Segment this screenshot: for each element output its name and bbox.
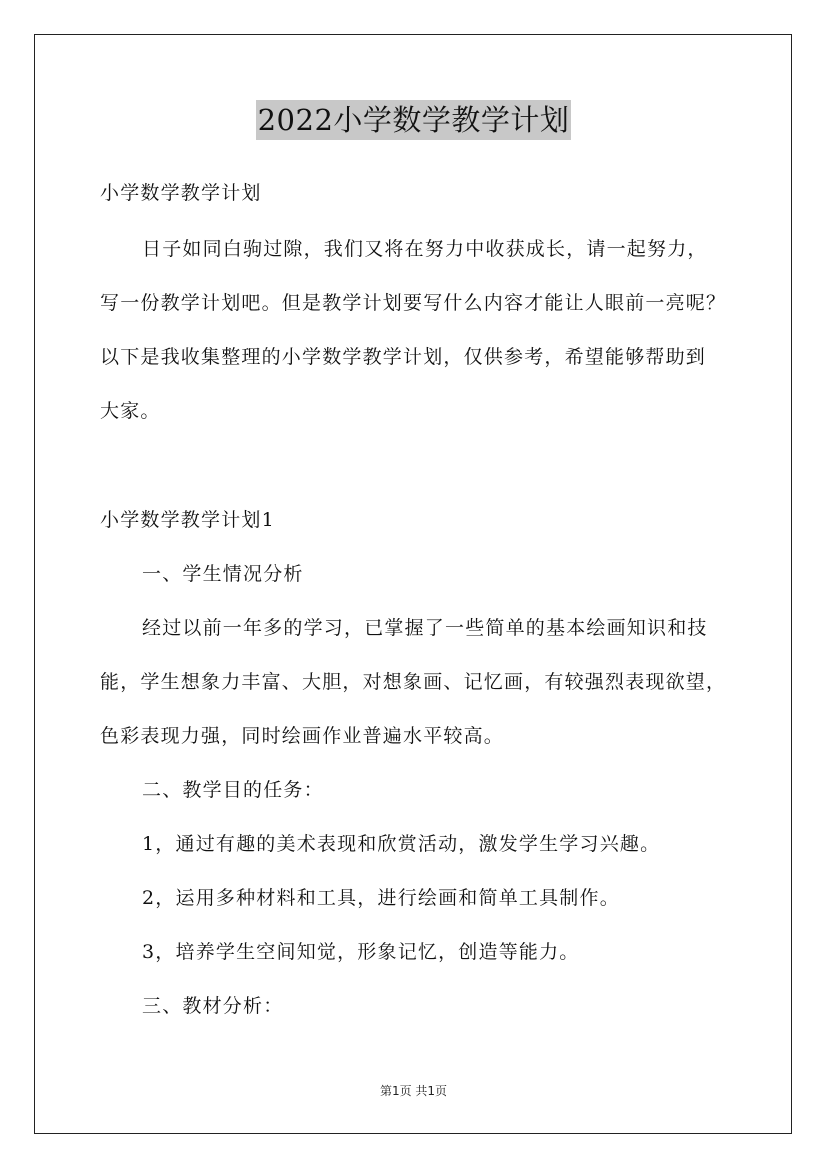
list-item: 3，培养学生空间知觉，形象记忆，创造等能力。: [142, 941, 580, 963]
paragraph-line: 写一份教学计划吧。但是教学计划要写什么内容才能让人眼前一亮呢？: [100, 292, 727, 314]
paragraph-line: 能，学生想象力丰富、大胆，对想象画、记忆画，有较强烈表现欲望，: [100, 671, 727, 693]
list-item: 1，通过有趣的美术表现和欣赏活动，激发学生学习兴趣。: [142, 833, 661, 855]
list-item: 2，运用多种材料和工具，进行绘画和简单工具制作。: [142, 887, 620, 909]
document-title: 2022小学数学教学计划: [256, 100, 572, 140]
paragraph-line: 大家。: [100, 400, 161, 422]
section-heading: 小学数学教学计划1: [100, 509, 275, 531]
paragraph-line: 经过以前一年多的学习，已掌握了一些简单的基本绘画知识和技: [142, 617, 708, 639]
paragraph-line: 色彩表现力强，同时绘画作业普遍水平较高。: [100, 725, 505, 747]
paragraph-line: 以下是我收集整理的小学数学教学计划，仅供参考，希望能够帮助到: [100, 346, 707, 368]
page-footer: 第1页 共1页: [379, 1084, 448, 1098]
paragraph-line: 日子如同白驹过隙，我们又将在努力中收获成长，请一起努力，: [142, 238, 708, 260]
subsection-heading: 二、教学目的任务：: [142, 779, 324, 801]
subsection-heading: 三、教材分析：: [142, 995, 284, 1017]
subsection-heading: 一、学生情况分析: [142, 563, 304, 585]
title-container: [0, 100, 827, 140]
section-heading: 小学数学教学计划: [100, 182, 262, 204]
